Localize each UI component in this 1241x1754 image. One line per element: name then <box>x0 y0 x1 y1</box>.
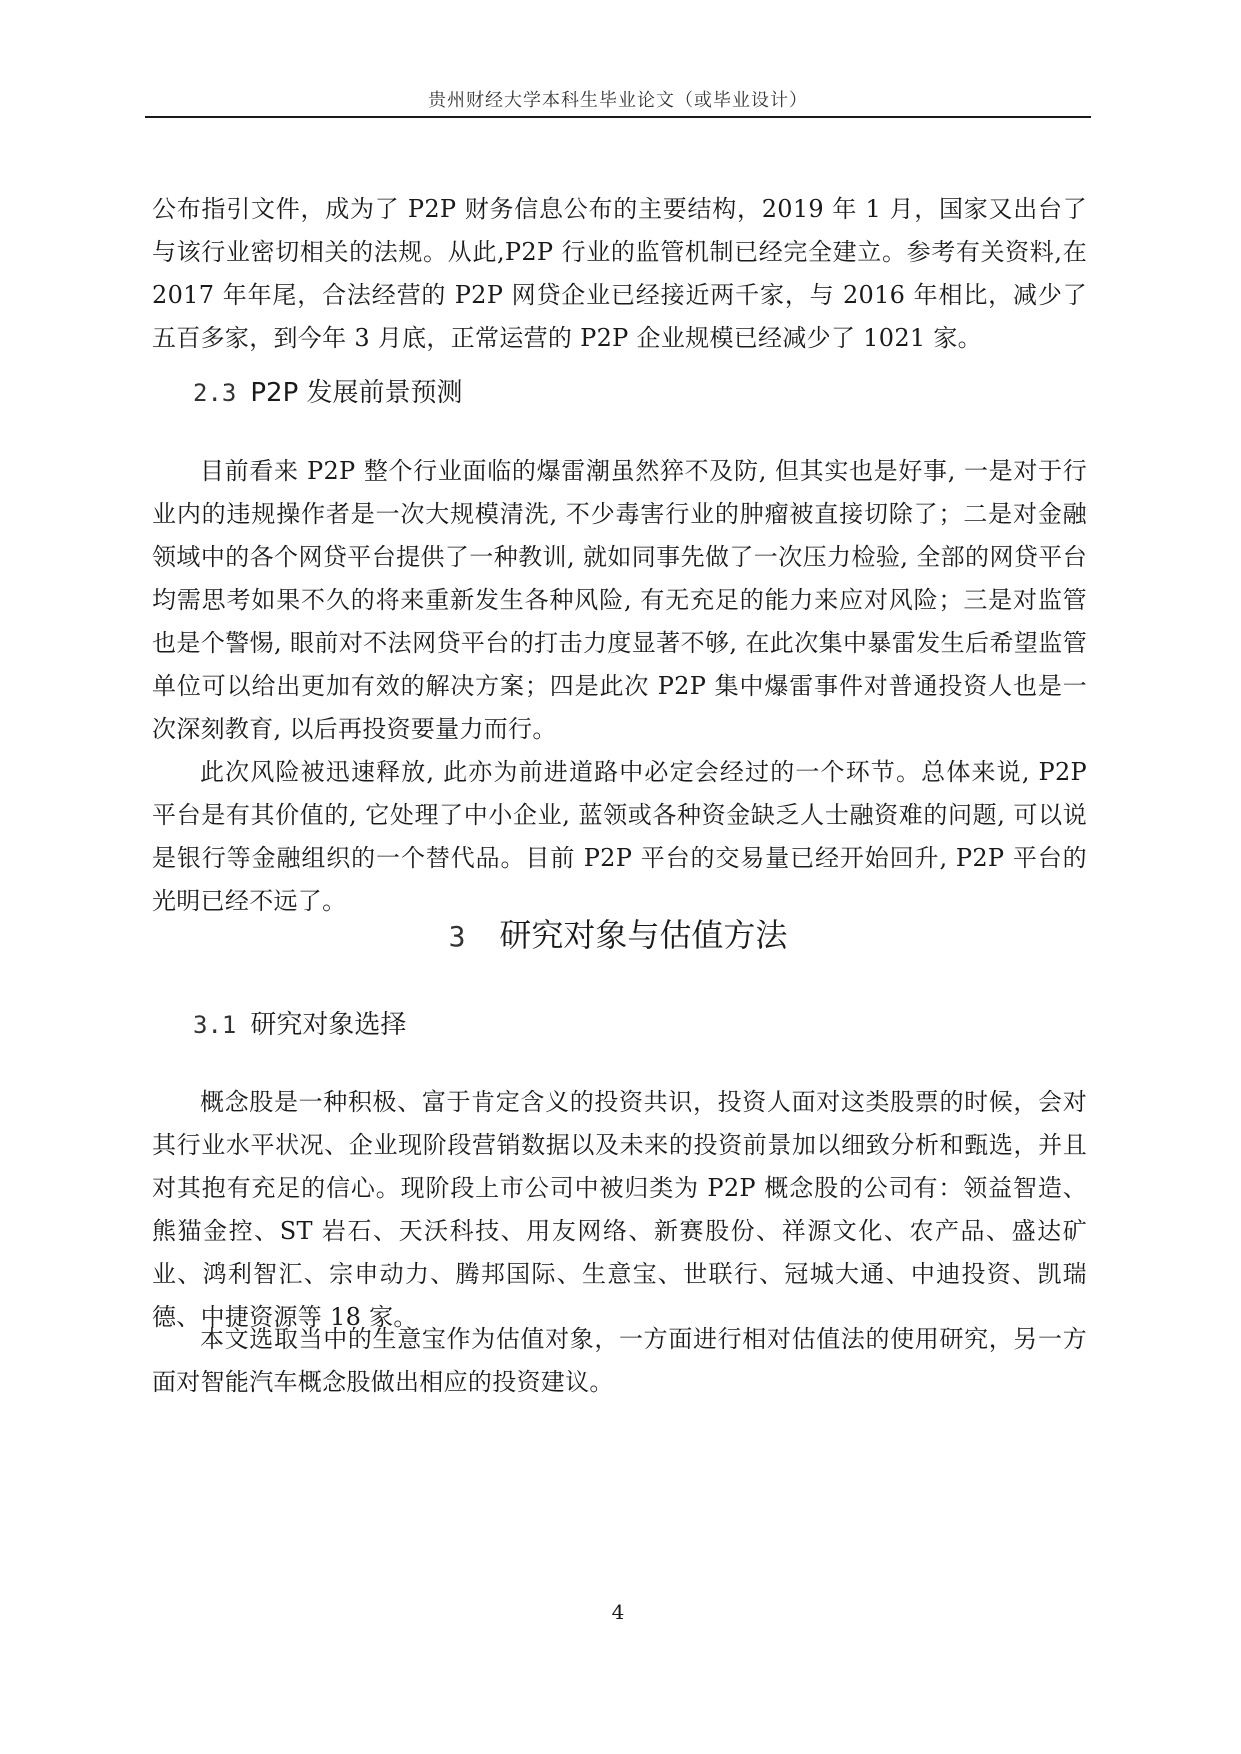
section-title: 研究对象选择 <box>250 1010 407 1040</box>
header-divider <box>145 116 1091 118</box>
paragraph-risk-release: 此次风险被迅速释放, 此亦为前进道路中必定会经过的一个环节。总体来说, P2P 平台是有其价值的, 它处理了中小企业, 蓝领或各种资金缺乏人士融资难的问题, 可以说是银行等金融组织的一个替代品。目前 P2P 平台的交易量已经开始回升, P2P 平台的光明已经不远了。 <box>152 758 1087 915</box>
page-number: 4 <box>611 1600 625 1624</box>
paragraph-outlook: 目前看来 P2P 整个行业面临的爆雷潮虽然猝不及防, 但其实也是好事, 一是对于行业内的违规操作者是一次大规模清洗, 不少毒害行业的肿瘤被直接切除了；二是对金融领域中的各个网贷平台提供了一种教训, 就如同事先做了一次压力检验, 全部的网贷平台均需思考如果不久的将来重新发生各种风险, 有无充足的能力来应对风险；三是对监管也是个警惕, 眼前对不法网贷平台的打击力度显著不够, 在此次集中暴雷发生后希望监管单位可以给出更加有效的解决方案；四是此次 P2P 集中爆雷事件对普通投资人也是一次深刻教育, 以后再投资要量力而行。 <box>152 457 1087 743</box>
paragraph-study-choice: 本文选取当中的生意宝作为估值对象，一方面进行相对估值法的使用研究，另一方面对智能汽车概念股做出相应的投资建议。 <box>152 1325 1087 1396</box>
chapter-title: 研究对象与估值方法 <box>499 916 788 954</box>
section-number: 3.1 <box>193 1011 237 1039</box>
chapter-heading-3 <box>145 910 1091 956</box>
chapter-number: 3 <box>448 920 466 953</box>
section-title: P2P 发展前景预测 <box>250 378 463 408</box>
section-heading-3-1 <box>193 1004 406 1041</box>
section-heading-2-3 <box>193 372 463 409</box>
section-number: 2.3 <box>193 379 237 407</box>
paragraph-regulation-history: 公布指引文件，成为了 P2P 财务信息公布的主要结构，2019 年 1 月，国家又出台了与该行业密切相关的法规。从此,P2P 行业的监管机制已经完全建立。参考有关资料,在 2017 年年尾，合法经营的 P2P 网贷企业已经接近两千家，与 2016 年相比，减少了五百多家，到今年 3 月底，正常运营的 P2P 企业规模已经减少了 1021 家。 <box>152 195 1087 352</box>
running-header: 贵州财经大学本科生毕业论文（或毕业设计） <box>428 90 808 111</box>
paragraph-concept-stocks: 概念股是一种积极、富于肯定含义的投资共识，投资人面对这类股票的时候，会对其行业水平状况、企业现阶段营销数据以及未来的投资前景加以细致分析和甄选，并且对其抱有充足的信心。现阶段上市公司中被归类为 P2P 概念股的公司有：领益智造、熊猫金控、ST 岩石、天沃科技、用友网络、新赛股份、祥源文化、农产品、盛达矿业、鸿利智汇、宗申动力、腾邦国际、生意宝、世联行、冠城大通、中迪投资、凯瑞德、中捷资源等 18 家。 <box>152 1088 1087 1331</box>
